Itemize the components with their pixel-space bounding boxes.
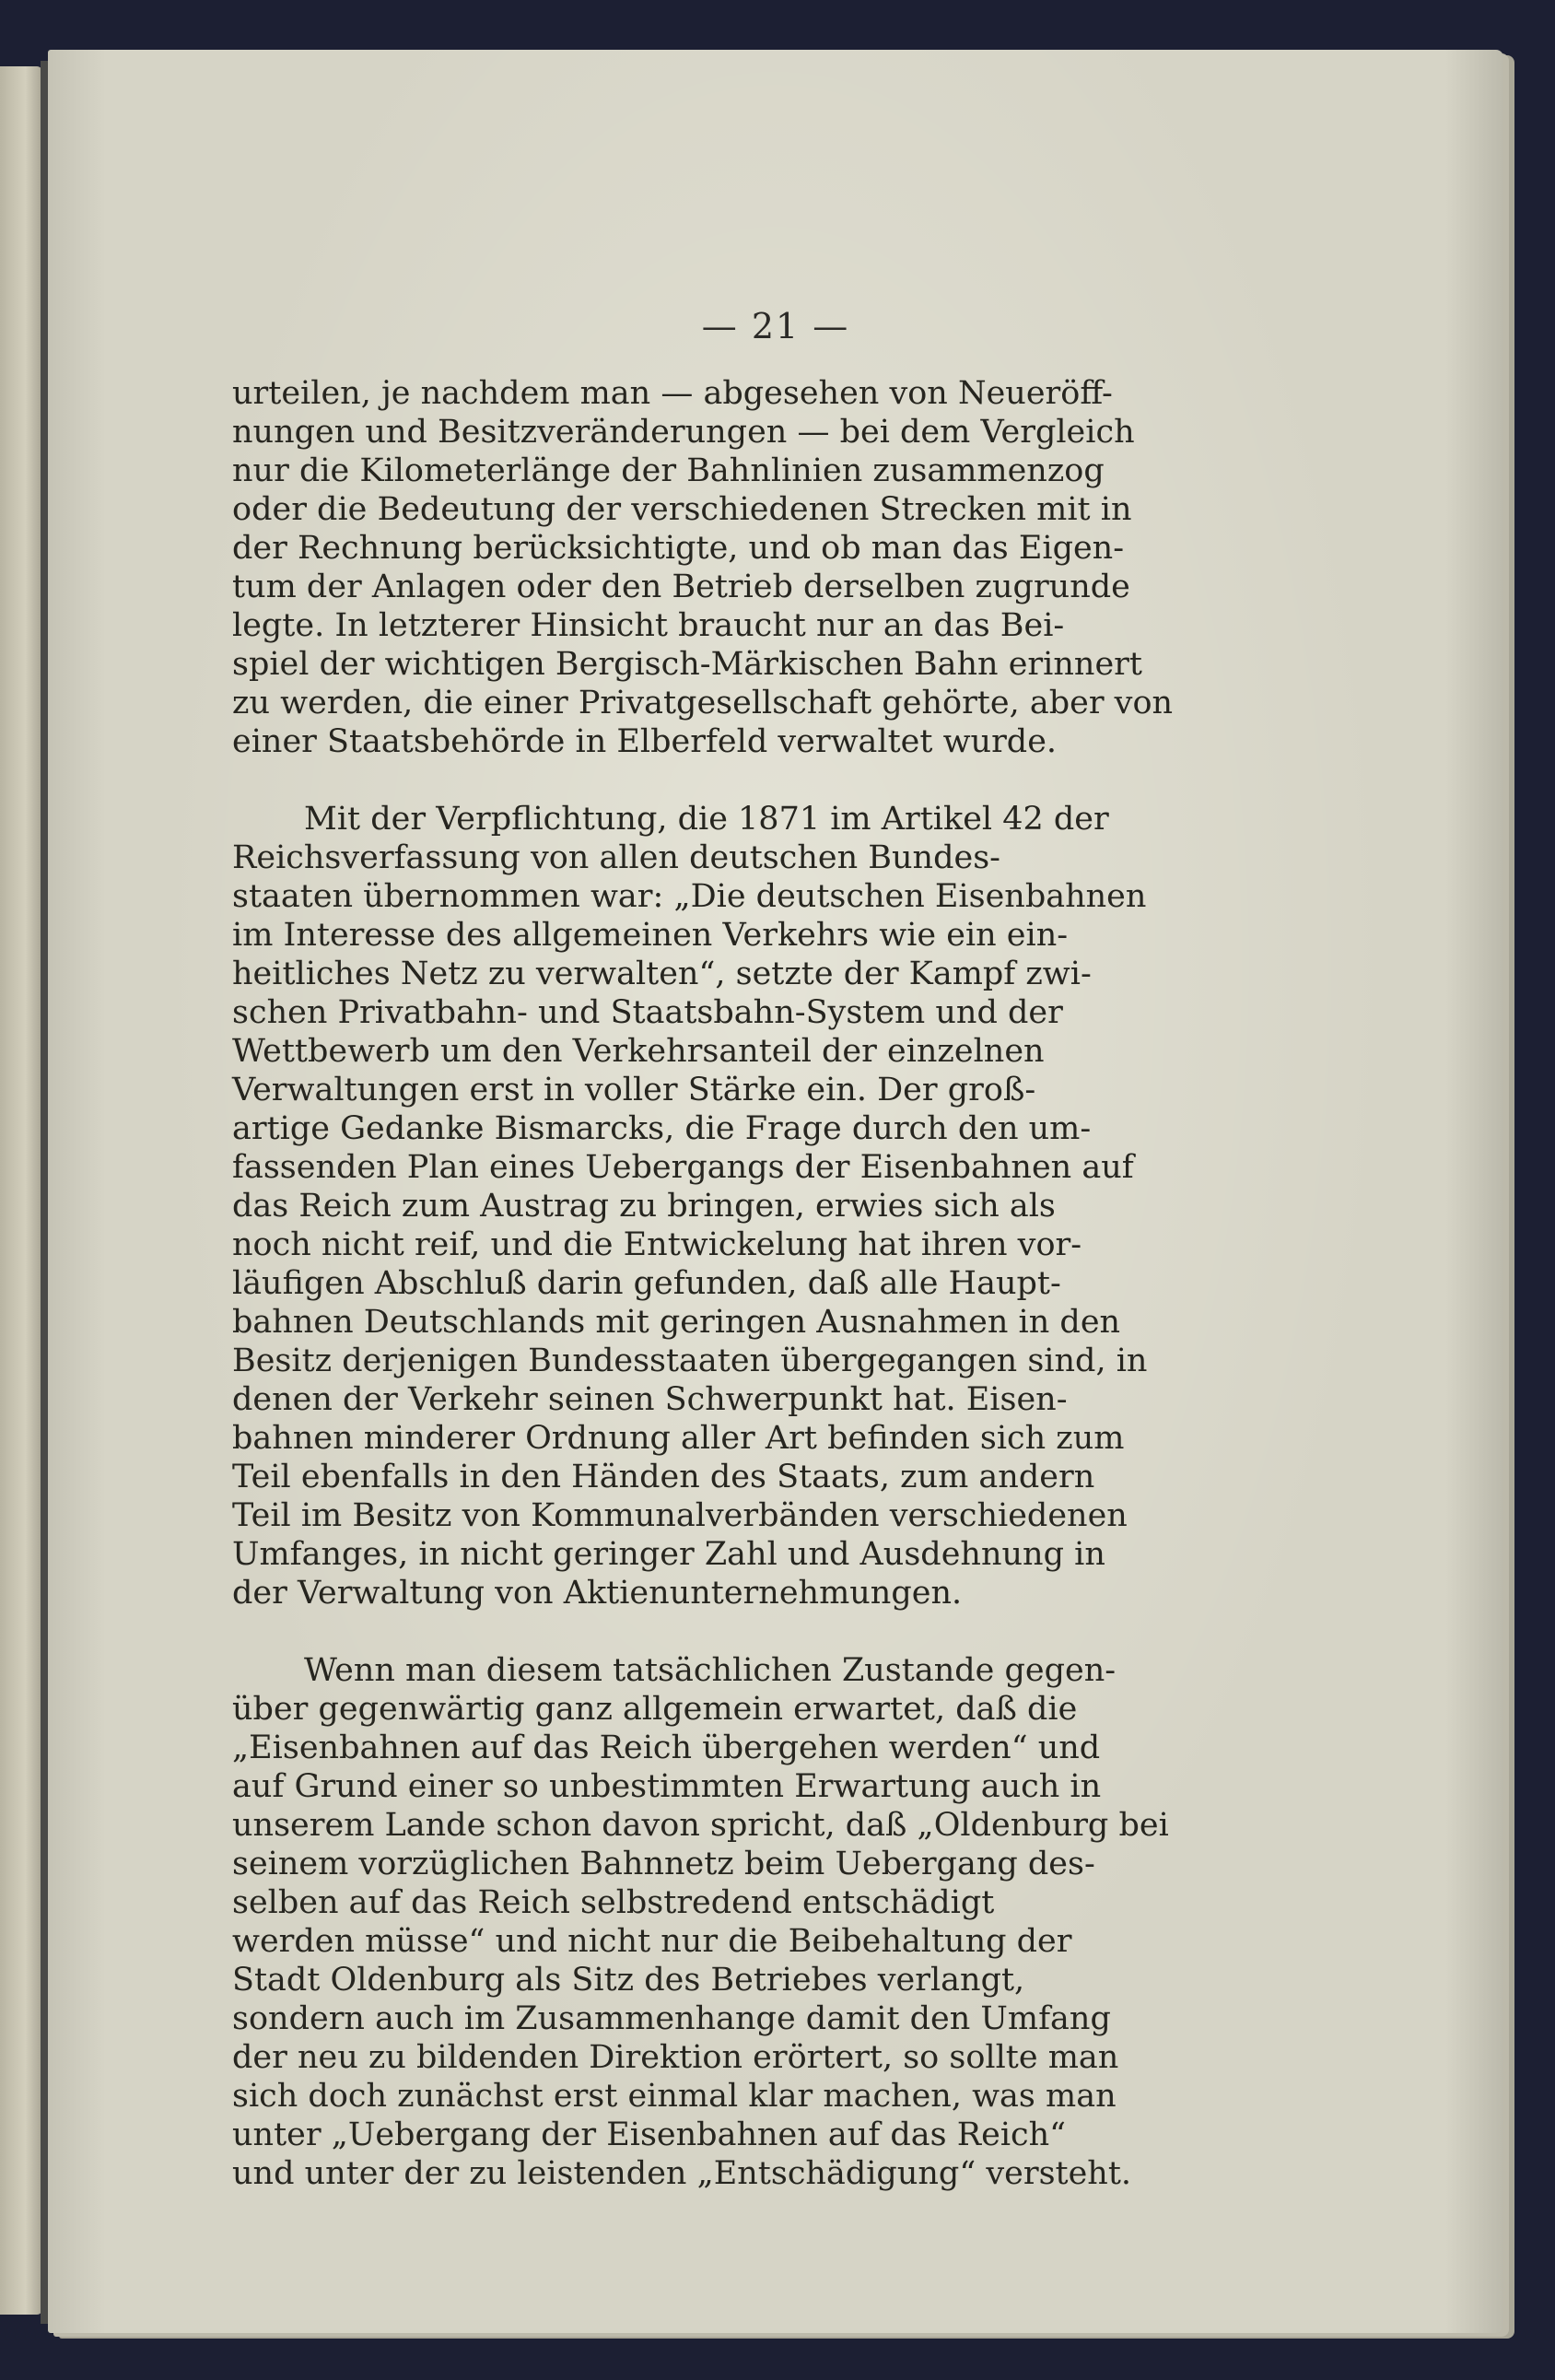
paragraph-2: Mit der Verpflichtung, die 1871 im Artikel 42 der Reichsverfassung von allen deutschen Bundes- staaten übernommen war: „Die deutschen Eisenbahnen im Interesse des allgemeinen Verkehrs wie ein ein- heitliches Netz zu verwalten“, setzte der Kampf zwi- schen Privatbahn- und Staatsbahn-System und der Wettbewerb um den Verkehrsanteil der einzelnen Verwaltungen erst in voller Stärke ein. Der groß- artige Gedanke Bismarcks, die Frage durch den um- fassenden Plan eines Uebergangs der Eisenbahnen auf das Reich zum Austrag zu bringen, erwies sich als noch nicht reif, und die Entwickelung hat ihren vor- läufigen Abschluß darin gefunden, daß alle Haupt- bahnen Deutschlands mit geringen Ausnahmen in den Besitz derjenigen Bundesstaaten übergegangen sind, in denen der Verkehr seinen Schwerpunkt hat. Eisen- bahnen minderer Ordnung aller Art befinden sich zum Teil ebenfalls in den Händen des Staats, zum andern Teil im Besitz von Kommunalverbänden verschiedenen Umfanges, in nicht geringer Zahl und Ausdehnung in der Verwaltung von Aktienunternehmungen. [232, 801, 1148, 1612]
page-number: — 21 — [701, 306, 850, 346]
page-sheet [48, 50, 1503, 2333]
paragraph-3: Wenn man diesem tatsächlichen Zustande gegen- über gegenwärtig ganz allgemein erwartet, daß die „Eisenbahnen auf das Reich übergehen werden“ und auf Grund einer so unbestimmten Erwartung auch in unserem Lande schon davon spricht, daß „Oldenburg bei seinem vorzüglichen Bahnnetz beim Uebergang des- selben auf das Reich selbstredend entschädigt werden müsse“ und nicht nur die Beibehaltung der Stadt Oldenburg als Sitz des Betriebes verlangt, sondern auch im Zusammenhange damit den Umfang der neu zu bildenden Direktion erörtert, so sollte man sich doch zunächst erst einmal klar machen, was man unter „Uebergang der Eisenbahnen auf das Reich“ und unter der zu leistenden „Entschädigung“ versteht. [232, 1652, 1169, 2192]
paragraph-1: urteilen, je nachdem man — abgesehen von Neueröff- nungen und Besitzveränderungen — bei dem Vergleich nur die Kilometerlänge der Bahnlinien zusammenzog oder die Bedeutung der verschiedenen Strecken mit in der Rechnung berücksichtigte, und ob man das Eigen- tum der Anlagen oder den Betrieb derselben zugrunde legte. In letzterer Hinsicht braucht nur an das Bei- spiel der wichtigen Bergisch-Märkischen Bahn erinnert zu werden, die einer Privatgesellschaft gehörte, aber von einer Staatsbehörde in Elberfeld verwaltet wurde. [232, 375, 1174, 760]
body-text [232, 374, 1277, 2193]
previous-page-edge [0, 66, 42, 2315]
